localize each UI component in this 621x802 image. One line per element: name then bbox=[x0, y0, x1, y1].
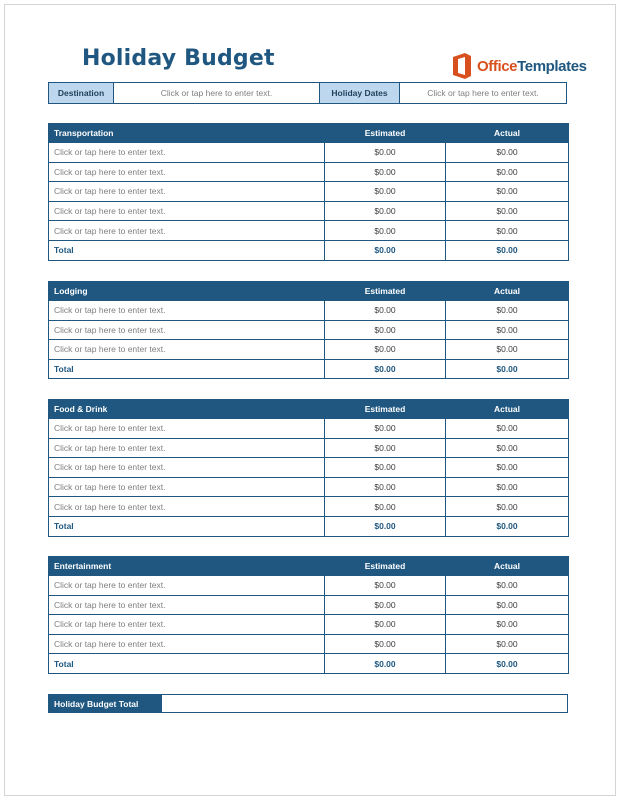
holiday-dates-field[interactable]: Click or tap here to enter text. bbox=[427, 88, 539, 98]
estimated-cell[interactable]: $0.00 bbox=[325, 438, 446, 458]
actual-cell[interactable]: $0.00 bbox=[446, 201, 569, 221]
item-field[interactable]: Click or tap here to enter text. bbox=[49, 458, 325, 478]
estimated-cell[interactable]: $0.00 bbox=[325, 615, 446, 635]
holiday-budget-total-row bbox=[48, 694, 568, 713]
total-estimated: $0.00 bbox=[325, 516, 446, 536]
table-header-row bbox=[49, 282, 569, 301]
food-drink-table bbox=[48, 399, 569, 537]
table-row bbox=[49, 320, 569, 340]
table-header-row bbox=[49, 124, 569, 143]
lodging-table bbox=[48, 281, 569, 379]
section-title: Lodging bbox=[49, 282, 325, 301]
item-field[interactable]: Click or tap here to enter text. bbox=[49, 497, 325, 517]
table-row bbox=[49, 143, 569, 163]
office-document-icon bbox=[451, 53, 473, 79]
total-actual: $0.00 bbox=[446, 359, 569, 379]
table-row bbox=[49, 477, 569, 497]
item-field[interactable]: Click or tap here to enter text. bbox=[49, 438, 325, 458]
actual-cell[interactable]: $0.00 bbox=[446, 419, 569, 439]
actual-cell[interactable]: $0.00 bbox=[446, 634, 569, 654]
estimated-cell[interactable]: $0.00 bbox=[325, 419, 446, 439]
document-page bbox=[4, 4, 616, 796]
actual-cell[interactable]: $0.00 bbox=[446, 143, 569, 163]
actual-cell[interactable]: $0.00 bbox=[446, 595, 569, 615]
estimated-header: Estimated bbox=[325, 124, 446, 143]
estimated-cell[interactable]: $0.00 bbox=[325, 340, 446, 360]
table-header-row bbox=[49, 557, 569, 576]
actual-cell[interactable]: $0.00 bbox=[446, 615, 569, 635]
item-field[interactable]: Click or tap here to enter text. bbox=[49, 615, 325, 635]
total-estimated: $0.00 bbox=[325, 359, 446, 379]
table-header-row bbox=[49, 400, 569, 419]
actual-cell[interactable]: $0.00 bbox=[446, 458, 569, 478]
trip-info-bar bbox=[48, 82, 567, 104]
estimated-cell[interactable]: $0.00 bbox=[325, 497, 446, 517]
holiday-budget-total-field[interactable] bbox=[162, 695, 567, 712]
item-field[interactable]: Click or tap here to enter text. bbox=[49, 340, 325, 360]
estimated-cell[interactable]: $0.00 bbox=[325, 458, 446, 478]
table-row bbox=[49, 438, 569, 458]
office-templates-logo bbox=[451, 52, 587, 80]
actual-header: Actual bbox=[446, 282, 569, 301]
destination-field[interactable]: Click or tap here to enter text. bbox=[114, 83, 320, 103]
total-label: Total bbox=[49, 359, 325, 379]
item-field[interactable]: Click or tap here to enter text. bbox=[49, 419, 325, 439]
estimated-cell[interactable]: $0.00 bbox=[325, 201, 446, 221]
table-row bbox=[49, 595, 569, 615]
transportation-table bbox=[48, 123, 569, 261]
total-label: Total bbox=[49, 516, 325, 536]
total-row bbox=[49, 240, 569, 260]
item-field[interactable]: Click or tap here to enter text. bbox=[49, 477, 325, 497]
estimated-cell[interactable]: $0.00 bbox=[325, 576, 446, 596]
estimated-cell[interactable]: $0.00 bbox=[325, 143, 446, 163]
item-field[interactable]: Click or tap here to enter text. bbox=[49, 634, 325, 654]
estimated-header: Estimated bbox=[325, 557, 446, 576]
item-field[interactable]: Click or tap here to enter text. bbox=[49, 182, 325, 202]
table-row bbox=[49, 458, 569, 478]
table-row bbox=[49, 634, 569, 654]
table-row bbox=[49, 615, 569, 635]
table-row bbox=[49, 182, 569, 202]
actual-cell[interactable]: $0.00 bbox=[446, 320, 569, 340]
estimated-cell[interactable]: $0.00 bbox=[325, 182, 446, 202]
holiday-budget-total-label: Holiday Budget Total bbox=[49, 695, 162, 712]
total-row bbox=[49, 359, 569, 379]
section-title: Food & Drink bbox=[49, 400, 325, 419]
section-title: Entertainment bbox=[49, 557, 325, 576]
item-field[interactable]: Click or tap here to enter text. bbox=[49, 595, 325, 615]
actual-cell[interactable]: $0.00 bbox=[446, 340, 569, 360]
entertainment-table bbox=[48, 556, 569, 674]
destination-label: Destination bbox=[49, 83, 114, 103]
estimated-cell[interactable]: $0.00 bbox=[325, 221, 446, 241]
actual-cell[interactable]: $0.00 bbox=[446, 162, 569, 182]
table-row bbox=[49, 162, 569, 182]
estimated-cell[interactable]: $0.00 bbox=[325, 320, 446, 340]
table-row bbox=[49, 576, 569, 596]
item-field[interactable]: Click or tap here to enter text. bbox=[49, 201, 325, 221]
estimated-header: Estimated bbox=[325, 282, 446, 301]
item-field[interactable]: Click or tap here to enter text. bbox=[49, 162, 325, 182]
table-row bbox=[49, 340, 569, 360]
section-title: Transportation bbox=[49, 124, 325, 143]
total-estimated: $0.00 bbox=[325, 240, 446, 260]
actual-cell[interactable]: $0.00 bbox=[446, 576, 569, 596]
table-row bbox=[49, 419, 569, 439]
actual-cell[interactable]: $0.00 bbox=[446, 438, 569, 458]
actual-cell[interactable]: $0.00 bbox=[446, 221, 569, 241]
page-title: Holiday Budget bbox=[82, 46, 275, 71]
actual-cell[interactable]: $0.00 bbox=[446, 301, 569, 321]
actual-cell[interactable]: $0.00 bbox=[446, 182, 569, 202]
total-label: Total bbox=[49, 240, 325, 260]
holiday-dates-label: Holiday Dates bbox=[320, 83, 400, 103]
estimated-cell[interactable]: $0.00 bbox=[325, 162, 446, 182]
actual-cell[interactable]: $0.00 bbox=[446, 477, 569, 497]
table-row bbox=[49, 301, 569, 321]
total-label: Total bbox=[49, 654, 325, 674]
estimated-cell[interactable]: $0.00 bbox=[325, 595, 446, 615]
actual-cell[interactable]: $0.00 bbox=[446, 497, 569, 517]
total-actual: $0.00 bbox=[446, 516, 569, 536]
total-row bbox=[49, 516, 569, 536]
item-field[interactable]: Click or tap here to enter text. bbox=[49, 143, 325, 163]
item-field[interactable]: Click or tap here to enter text. bbox=[49, 576, 325, 596]
total-actual: $0.00 bbox=[446, 240, 569, 260]
item-field[interactable]: Click or tap here to enter text. bbox=[49, 301, 325, 321]
actual-header: Actual bbox=[446, 400, 569, 419]
actual-header: Actual bbox=[446, 124, 569, 143]
table-row bbox=[49, 221, 569, 241]
estimated-cell[interactable]: $0.00 bbox=[325, 477, 446, 497]
estimated-cell[interactable]: $0.00 bbox=[325, 301, 446, 321]
actual-header: Actual bbox=[446, 557, 569, 576]
logo-templates-text: Templates bbox=[517, 57, 587, 75]
estimated-header: Estimated bbox=[325, 400, 446, 419]
table-row bbox=[49, 201, 569, 221]
logo-office-text: Office bbox=[477, 57, 518, 75]
total-estimated: $0.00 bbox=[325, 654, 446, 674]
item-field[interactable]: Click or tap here to enter text. bbox=[49, 221, 325, 241]
item-field[interactable]: Click or tap here to enter text. bbox=[49, 320, 325, 340]
total-row bbox=[49, 654, 569, 674]
estimated-cell[interactable]: $0.00 bbox=[325, 634, 446, 654]
total-actual: $0.00 bbox=[446, 654, 569, 674]
table-row bbox=[49, 497, 569, 517]
